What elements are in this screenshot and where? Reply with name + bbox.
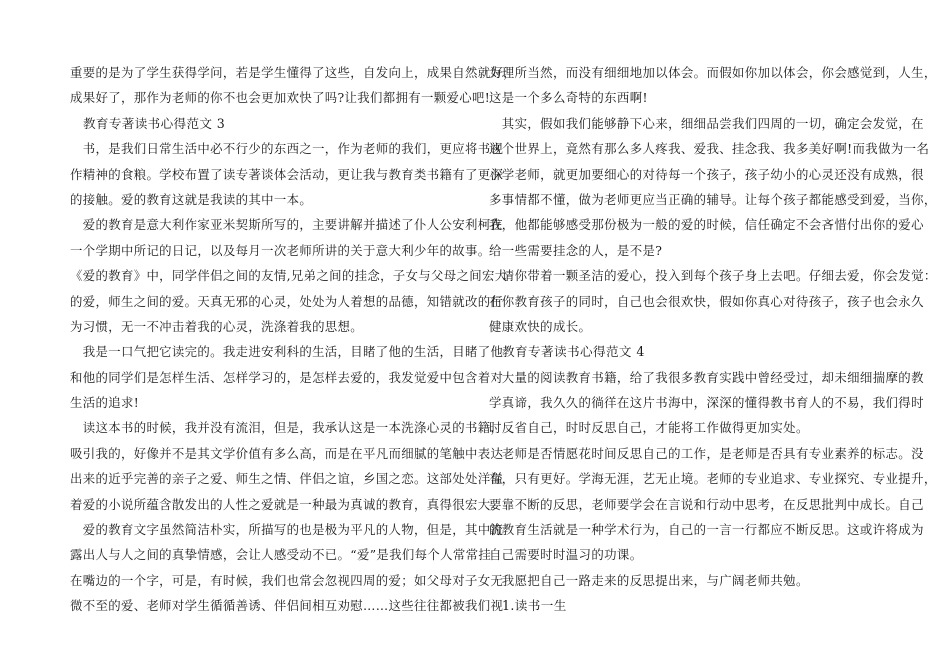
text-line: 爱的教育文字虽然简洁朴实，所描写的也是极为平凡的人物，但是，其中流 <box>70 522 504 538</box>
text-line: 的教育生活就是一种学术行为，自己的一言一行都应不断反思。这或许将成为 <box>489 522 924 538</box>
text-line: 微不至的爱、老师对学生循循善诱、伴侣间相互劝慰……这些往往都被我们视 <box>70 598 504 614</box>
text-line: 的爱，师生之间的爱。天真无邪的心灵，处处为人着想的品德，知错就改的行 <box>70 293 504 309</box>
subsection-heading: 1.读书一生 <box>489 598 567 614</box>
text-line: 给一些需要挂念的人，是不是? <box>489 242 663 258</box>
text-line: 这是一个多么奇特的东西啊! <box>489 90 648 106</box>
text-line: 健康欢快的成长。 <box>489 318 592 334</box>
text-line: 出来的近乎完善的亲子之爱、师生之情、伴侣之谊，乡国之恋。这部处处洋溢 <box>70 471 504 487</box>
text-line: 这个世界上，竟然有那么多人疼我、爱我、挂念我、我多美好啊!而我做为一名 <box>489 141 930 157</box>
text-line: 着爱的小说所蕴含散发出的人性之爱就是一种最为真诚的教育，真得很宏大。 <box>70 496 504 512</box>
text-line: 有，只有更好。学海无涯，艺无止境。老师的专业追求、专业探究、专业提升， <box>489 471 937 487</box>
text-line: 自己需要时时温习的功课。 <box>489 547 643 563</box>
text-line: 在嘴边的一个字，可是，有时候，我们也常会忽视四周的爱；如父母对子女无 <box>70 572 504 588</box>
text-line: 老师是否情愿花时间反思自己的工作，是老师是否具有专业素养的标志。没 <box>489 445 924 461</box>
text-line: 成果好了，那作为老师的你不也会更加欢快了吗?让我们都拥有一颗爱心吧! <box>70 90 491 106</box>
text-line: 小学老师，就更加要细心的对待每一个孩子，孩子幼小的心灵还没有成熟，很 <box>489 166 924 182</box>
left-column <box>70 60 516 619</box>
text-line: 和他的同学们是怎样生活、怎样学习的，是怎样去爱的，我发觉爱中包含着对 <box>70 369 504 385</box>
text-line: 读这本书的时候，我并没有流泪，但是，我承认这是一本洗涤心灵的书籍， <box>70 420 504 436</box>
text-line: 书，是我们日常生活中必不行少的东西之一，作为老师的我们，更应将书视 <box>70 141 504 157</box>
text-line: 一个学期中所记的日记，以及每月一次老师所讲的关于意大利少年的故事。 <box>70 242 491 258</box>
text-line: 我，他都能够感受那份极为一般的爱的时候，信任确定不会吝惜付出你的爱心 <box>489 217 924 233</box>
text-line: 为习惯，无一不冲击着我的心灵，洗涤着我的思想。 <box>70 318 364 334</box>
right-column <box>489 60 937 619</box>
text-line: 大量的阅读教育书籍，给了我很多教育实践中曾经受过，却未细细揣摩的教 <box>489 369 924 385</box>
text-line: 为理所当然，而没有细细地加以体会。而假如你加以体会，你会感觉到，人生， <box>489 65 937 80</box>
text-line: 其实，假如我们能够静下心来，细细品尝我们四周的一切，确定会发觉，在 <box>489 115 924 131</box>
section-heading: 教育专著读书心得范文 3 <box>70 115 226 131</box>
text-line: 爱的教育是意大利作家亚米契斯所写的，主要讲解并描述了仆人公安利柯在 <box>70 217 504 233</box>
text-line: 生活的追求! <box>70 395 140 411</box>
text-line: 作精神的食粮。学校布置了读专著谈体会活动，更让我与教育类书籍有了更深 <box>70 166 504 182</box>
text-line: 我愿把自己一路走来的反思提出来，与广阔老师共勉。 <box>489 572 809 588</box>
text-line: 我是一口气把它读完的。我走进安利科的生活，目睹了他的生活，目睹了他 <box>70 344 504 360</box>
section-heading: 教育专著读书心得范文 4 <box>489 344 645 360</box>
text-line: 时反省自己，时时反思自己，才能将工作做得更加实处。 <box>489 420 809 436</box>
text-line: 的接触。爱的教育这就是我读的其中一本。 <box>70 191 313 207</box>
text-line: 在你教育孩子的同时，自己也会很欢快，假如你真心对待孩子，孩子也会永久 <box>489 293 924 309</box>
text-line: 露出人与人之间的真挚情感，会让人感受动不已。“爱”是我们每个人常常挂 <box>70 547 492 563</box>
text-line: 要靠不断的反思，老师要学会在言说和行动中思考，在反思批判中成长。自己 <box>489 496 924 512</box>
text-line: 多事情都不懂，做为老师更应当正确的辅导。让每个孩子都能感受到爱，当你， <box>489 191 937 207</box>
text-line: 重要的是为了学生获得学问，若是学生懂得了这些，自发向上，成果自然就好， <box>70 65 516 80</box>
text-line: 《爱的教育》中，同学伴侣之间的友情,兄弟之间的挂念，子女与父母之间宏大 <box>70 268 508 284</box>
text-line: 学真谛，我久久的徜徉在这片书海中，深深的懂得教书育人的不易，我们得时 <box>489 395 924 411</box>
text-line: 吸引我的，好像并不是其文学价值有多么高，而是在平凡而细腻的笔触中表达 <box>70 445 504 461</box>
text-line: 请你带着一颗圣洁的爱心，投入到每个孩子身上去吧。仔细去爱，你会发觉： <box>489 268 937 284</box>
